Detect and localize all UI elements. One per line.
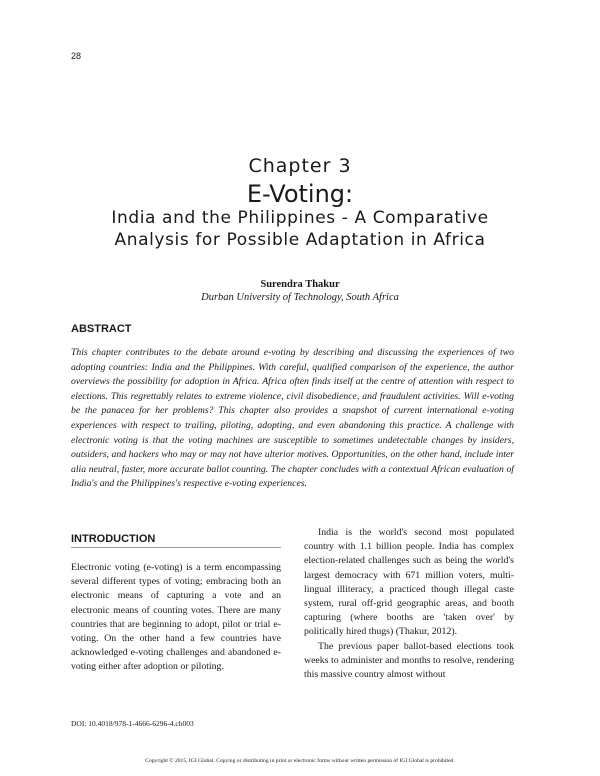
doi: DOI: 10.4018/978-1-4666-6296-4.ch003: [71, 719, 194, 728]
page-number: 28: [71, 51, 82, 61]
chapter-title: E-Voting:: [246, 180, 354, 208]
author-affiliation: Durban University of Technology, South Africa: [201, 292, 399, 303]
copyright-notice: Copyright © 2015, IGI Global. Copying or distributing in print or electronic forms without written permission of IGI Global is prohibited.: [145, 758, 455, 764]
chapter-number: Chapter 3: [248, 155, 352, 177]
introduction-column-right: [304, 526, 514, 682]
paragraph-india: India is the world's second most populated country with 1.1 billion people. India has complex election-related challenges such as being the world's largest democracy with 671 million voters, multi-lingual illiteracy, a practiced though illegal caste system, rural off-grid geographic areas, and booth capturing (where booths are 'taken over' by politically hired thugs) (Thakur, 2012).: [304, 527, 514, 638]
heading-divider: [71, 547, 281, 548]
abstract-heading: ABSTRACT: [71, 323, 132, 335]
introduction-heading: INTRODUCTION: [71, 533, 156, 545]
author-name: Surendra Thakur: [260, 279, 340, 290]
chapter-subtitle-line-1: India and the Philippines - A Comparative: [111, 208, 489, 228]
chapter-subtitle-line-2: Analysis for Possible Adaptation in Africa: [114, 230, 486, 250]
introduction-column-left: Electronic voting (e-voting) is a term encompassing several different types of voting; embracing both an electronic means of capturing a vote and an electronic means of counting votes. There are many countries that are beginning to adopt, pilot or trial e-voting. On the other hand a few countries have acknowledged e-voting challenges and abandoned e-voting either after adoption or piloting.: [71, 562, 281, 673]
abstract-text: This chapter contributes to the debate around e-voting by describing and discussing the experiences of two adopting countries: India and the Philippines. With careful, qualified comparison of the experience, the author overviews the possibility for adoption in Africa. Africa often finds itself at the centre of attention with respect to elections. This regrettably relates to extreme violence, civil disobedience, and fraudulent activities. Will e-voting be the panacea for her problems? This chapter also provides a snapshot of current international e-voting experiences with respect to trailing, piloting, adopting, and even abandoning this practice. A challenge with electronic voting is that the voting machines are susceptible to sometimes undetectable changes by insiders, outsiders, and hackers who may or may not have ulterior motives. Opportunities, on the other hand, include inter alia neutral, faster, more accurate ballot counting. The chapter concludes with a contextual African evaluation of India's and the Philippines's respective e-voting experiences.: [71, 347, 514, 490]
chapter-subtitle: [0, 207, 600, 251]
paragraph-previous-elections: The previous paper ballot-based elections took weeks to administer and months to resolve, rendering this massive country almost without: [304, 640, 514, 681]
